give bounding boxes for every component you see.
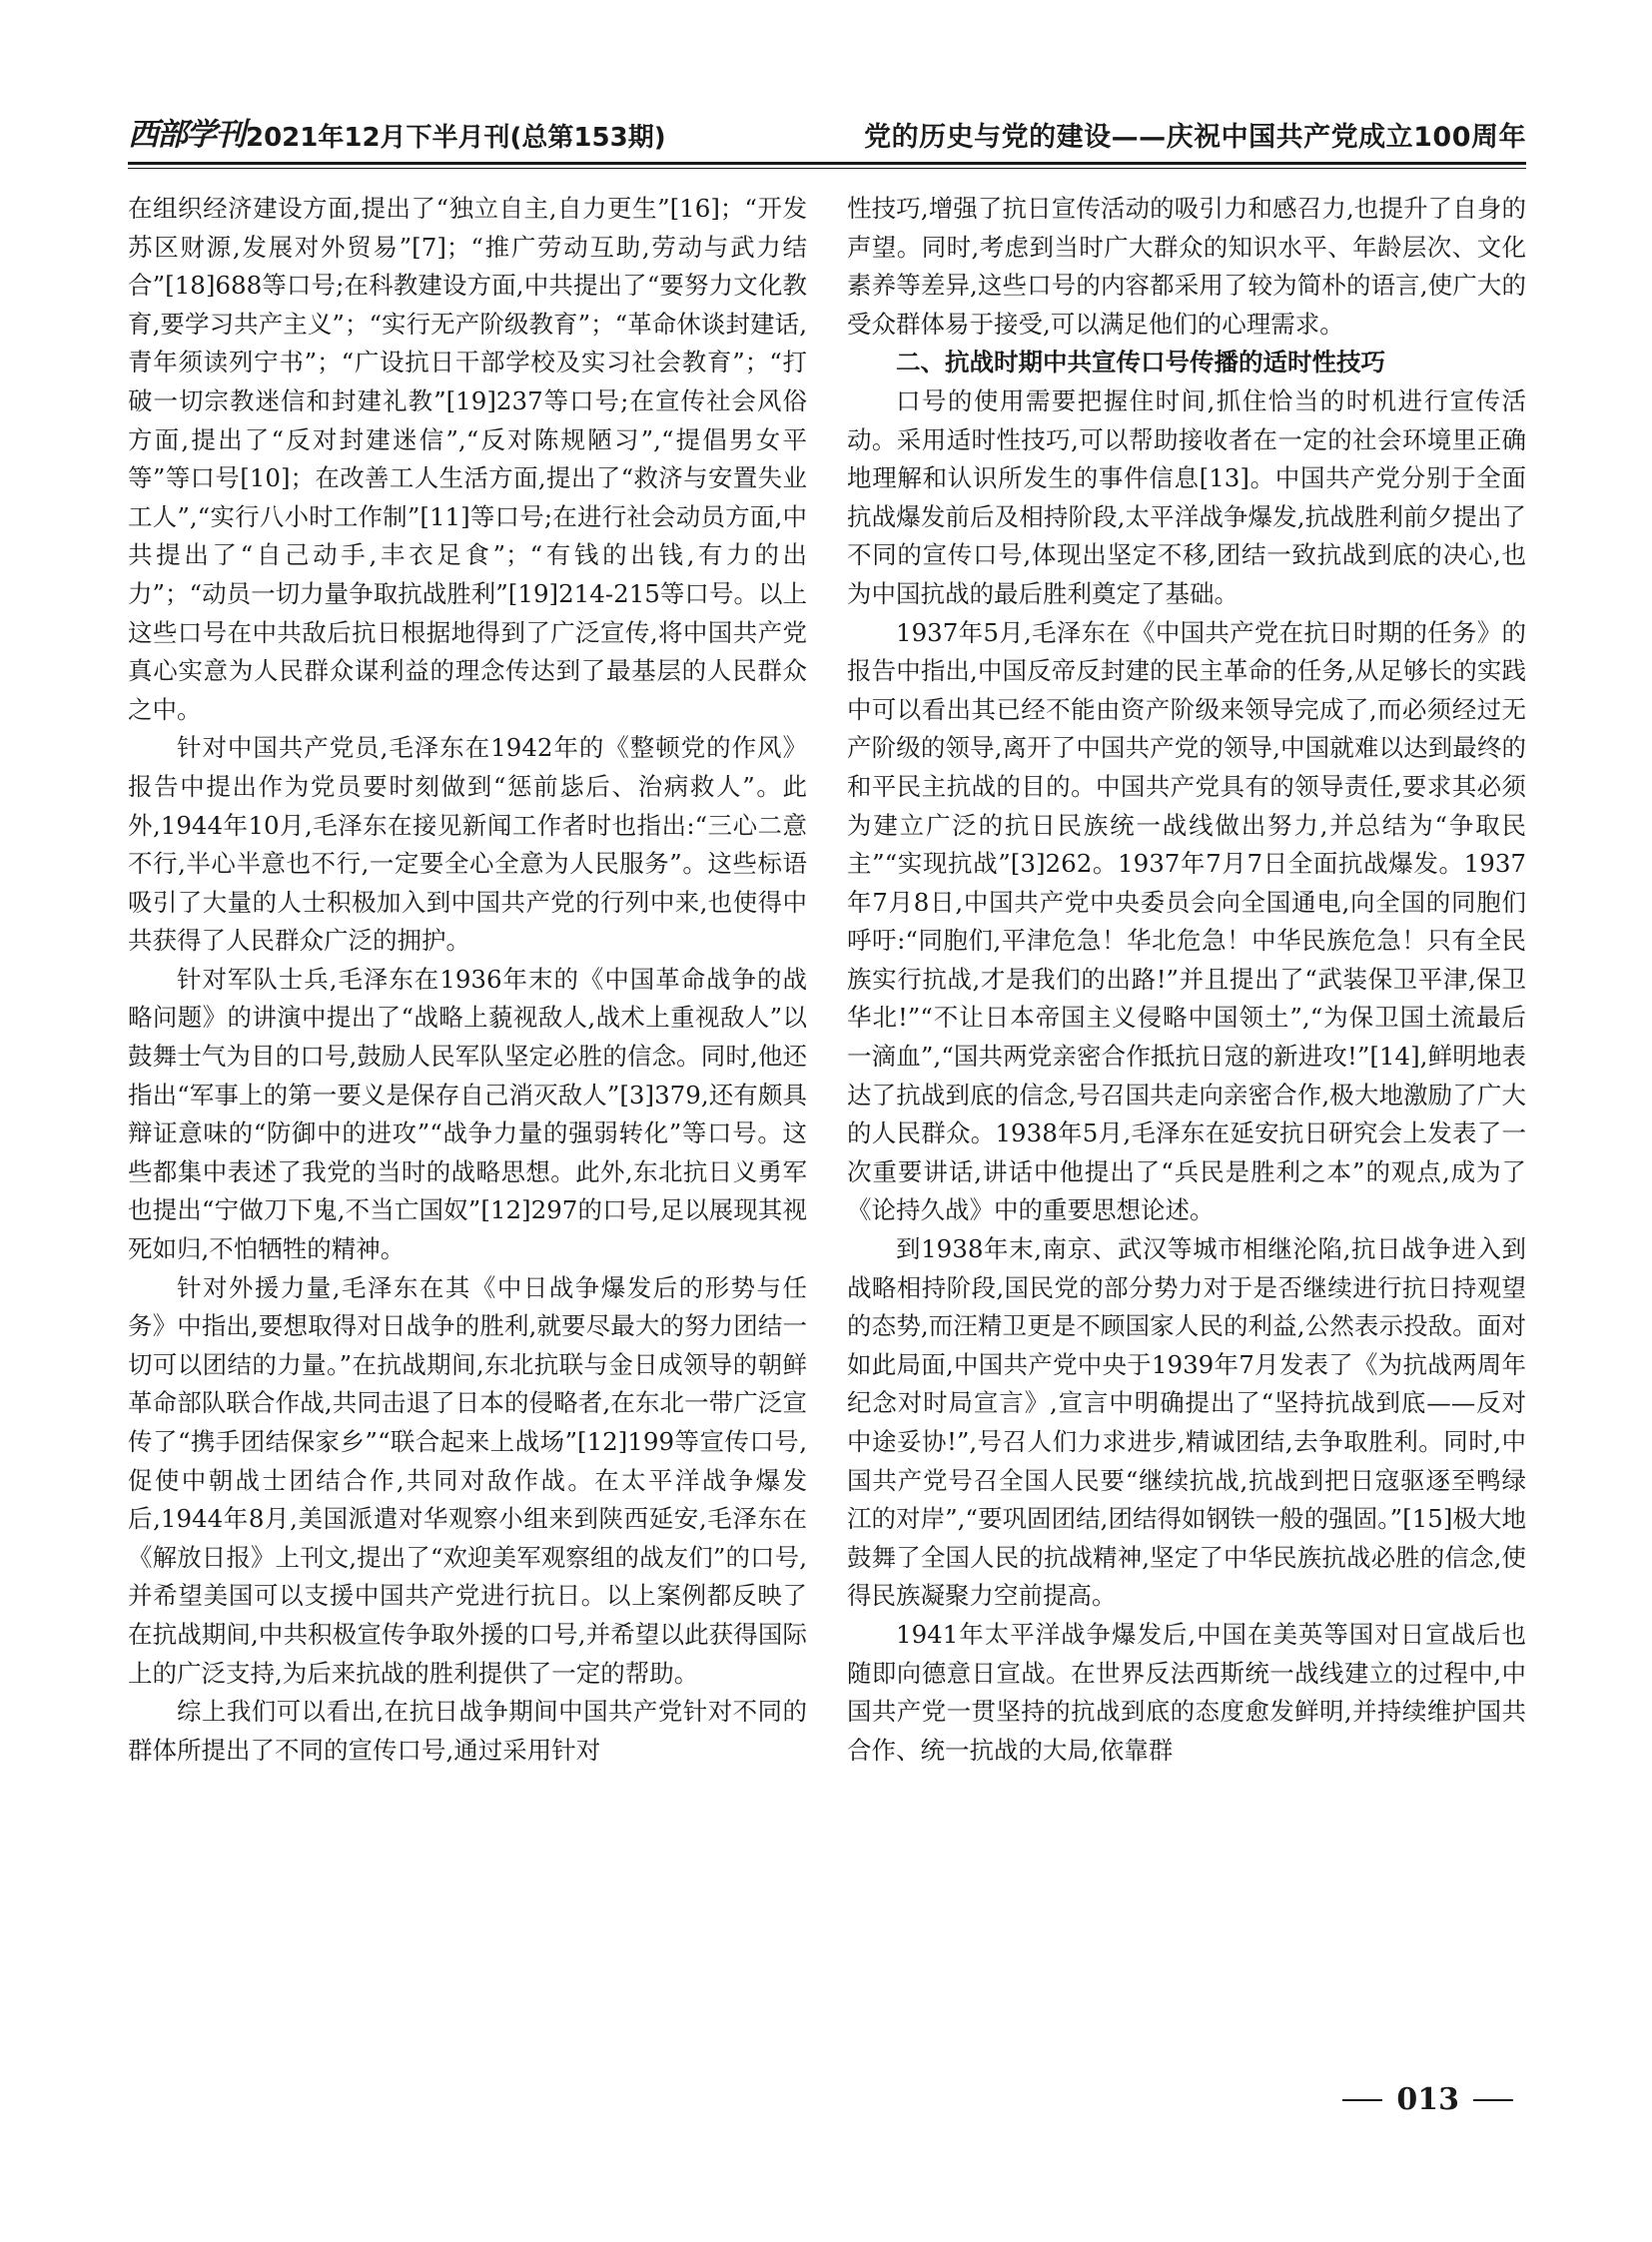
header-rule-thick bbox=[128, 162, 1526, 165]
page-number: 013 bbox=[1396, 2082, 1459, 2117]
left-column bbox=[128, 190, 807, 2037]
section-title: 党的历史与党的建设——庆祝中国共产党成立100周年 bbox=[864, 122, 1526, 153]
paragraph: 综上我们可以看出,在抗日战争期间中国共产党针对不同的群体所提出了不同的宣传口号,通过采用针对 bbox=[128, 1697, 807, 1765]
paragraph: 口号的使用需要把握住时间,抓住恰当的时机进行宣传活动。采用适时性技巧,可以帮助接收者在一定的社会环境里正确地理解和认识所发生的事件信息[13]。中国共产党分别于全面抗战爆发前后及相持阶段,太平洋战争爆发,抗战胜利前夕提出了不同的宣传口号,体现出坚定不移,团结一致抗战到底的决心,也为中国抗战的最后胜利奠定了基础。 bbox=[847, 385, 1526, 608]
paragraph: 在组织经济建设方面,提出了“独立自主,自力更生”[16]；“开发苏区财源,发展对外贸易”[7]；“推广劳动互助,劳动与武力结合”[18]688等口号;在科教建设方面,中共提出了“要努力文化教育,要学习共产主义”；“实行无产阶级教育”；“革命休谈封建话,青年须读列宁书”；“广设抗日干部学校及实习社会教育”；“打破一切宗教迷信和封建礼教”[19]237等口号;在宣传社会风俗方面,提出了“反对封建迷信”,“反对陈规陋习”,“提倡男女平等”等口号[10]；在改善工人生活方面,提出了“救济与安置失业工人”,“实行八小时工作制”[11]等口号;在进行社会动员方面,中共提出了“自己动手,丰衣足食”；“有钱的出钱,有力的出力”；“动员一切力量争取抗战胜利”[19]214-215等口号。以上这些口号在中共敌后抗日根据地得到了广泛宣传,将中国共产党真心实意为人民群众谋利益的理念传达到了最基层的人民群众之中。 bbox=[128, 194, 807, 724]
journal-logo: 西部学刊 bbox=[128, 117, 244, 153]
section-heading: 二、抗战时期中共宣传口号传播的适时性技巧 bbox=[896, 348, 1385, 377]
paragraph: 1941年太平洋战争爆发后,中国在美英等国对日宣战后也随即向德意日宣战。在世界反法西斯统一战线建立的过程中,中国共产党一贯坚持的抗战到底的态度愈发鲜明,并持续维护国共合作、统一抗战的大局,依靠群 bbox=[847, 1619, 1526, 1765]
paragraph: 到1938年末,南京、武汉等城市相继沦陷,抗日战争进入到战略相持阶段,国民党的部分势力对于是否继续进行抗日持观望的态势,而汪精卫更是不顾国家人民的利益,公然表示投敌。面对如此局面,中国共产党中央于1939年7月发表了《为抗战两周年纪念对时局宣言》,宣言中明确提出了“坚持抗战到底——反对中途妥协!”,号召人们力求进步,精诚团结,去争取胜利。同时,中国共产党号召全国人民要“继续抗战,抗战到把日寇驱逐至鸭绿江的对岸”,“要巩固团结,团结得如钢铁一般的强固。”[15]极大地鼓舞了全国人民的抗战精神,坚定了中华民族抗战必胜的信念,使得民族凝聚力空前提高。 bbox=[847, 1234, 1526, 1611]
running-header bbox=[128, 110, 1526, 154]
header-left bbox=[128, 109, 666, 154]
paragraph: 针对中国共产党员,毛泽东在1942年的《整顿党的作风》报告中提出作为党员要时刻做到“惩前毖后、治病救人”。此外,1944年10月,毛泽东在接见新闻工作者时也指出:“三心二意不行,半心半意也不行,一定要全心全意为人民服务”。这些标语吸引了大量的人士积极加入到中国共产党的行列中来,也使得中共获得了人民群众广泛的拥护。 bbox=[128, 733, 807, 956]
paragraph: 针对军队士兵,毛泽东在1936年末的《中国革命战争的战略问题》的讲演中提出了“战略上藐视敌人,战术上重视敌人”以鼓舞士气为目的口号,鼓励人民军队坚定必胜的信念。同时,他还指出“军事上的第一要义是保存自己消灭敌人”[3]379,还有颇具辩证意味的“防御中的进攻”“战争力量的强弱转化”等口号。这些都集中表述了我党的当时的战略思想。此外,东北抗日义勇军也提出“宁做刀下鬼,不当亡国奴”[12]297的口号,足以展现其视死如归,不怕牺牲的精神。 bbox=[128, 964, 807, 1264]
page-footer bbox=[1328, 2082, 1527, 2117]
issue-info: 2021年12月下半月刊(总第153期) bbox=[246, 123, 666, 153]
paragraph: 1937年5月,毛泽东在《中国共产党在抗日时期的任务》的报告中指出,中国反帝反封建的民主革命的任务,从足够长的实践中可以看出其已经不能由资产阶级来领导完成了,而必须经过无产阶级的领导,离开了中国共产党的领导,中国就难以达到最终的和平民主抗战的目的。中国共产党具有的领导责任,要求其必须为建立广泛的抗日民族统一战线做出努力,并总结为“争取民主”“实现抗战”[3]262。1937年7月7日全面抗战爆发。1937年7月8日,中国共产党中央委员会向全国通电,向全国的同胞们呼吁:“同胞们,平津危急！华北危急！中华民族危急！只有全民族实行抗战,才是我们的出路!”并且提出了“武装保卫平津,保卫华北!”“不让日本帝国主义侵略中国领土”,“为保卫国土流最后一滴血”,“国共两党亲密合作抵抗日寇的新进攻!”[14],鲜明地表达了抗战到底的信念,号召国共走向亲密合作,极大地激励了广大的人民群众。1938年5月,毛泽东在延安抗日研究会上发表了一次重要讲话,讲话中他提出了“兵民是胜利之本”的观点,成为了《论持久战》中的重要思想论述。 bbox=[847, 617, 1526, 1225]
header-rule-thin bbox=[128, 168, 1526, 169]
paragraph: 针对外援力量,毛泽东在其《中日战争爆发后的形势与任务》中指出,要想取得对日战争的胜利,就要尽最大的努力团结一切可以团结的力量。”在抗战期间,东北抗联与金日成领导的朝鲜革命部队联合作战,共同击退了日本的侵略者,在东北一带广泛宣传了“携手团结保家乡”“联合起来上战场”[12]199等宣传口号,促使中朝战士团结合作,共同对敌作战。在太平洋战争爆发后,1944年8月,美国派遣对华观察小组来到陕西延安,毛泽东在《解放日报》上刊文,提出了“欢迎美军观察组的战友们”的口号,并希望美国可以支援中国共产党进行抗日。以上案例都反映了在抗战期间,中共积极宣传争取外援的口号,并希望以此获得国际上的广泛支持,为后来抗战的胜利提供了一定的帮助。 bbox=[128, 1272, 807, 1688]
right-column bbox=[847, 190, 1526, 2037]
paragraph: 性技巧,增强了抗日宣传活动的吸引力和感召力,也提升了自身的声望。同时,考虑到当时广大群众的知识水平、年龄层次、文化素养等差异,这些口号的内容都采用了较为简朴的语言,使广大的受众群体易于接受,可以满足他们的心理需求。 bbox=[847, 194, 1526, 339]
footer-dash-right bbox=[1473, 2099, 1513, 2101]
footer-dash-left bbox=[1342, 2099, 1382, 2101]
